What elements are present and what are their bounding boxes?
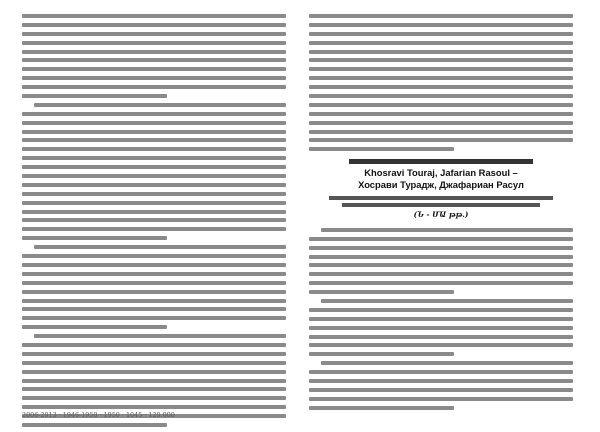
text-line-placeholder [309,255,573,259]
text-line-placeholder [321,299,573,303]
text-line-placeholder [22,165,286,169]
article-subtitle [309,196,573,220]
text-line-placeholder [309,121,573,125]
text-line-placeholder [321,228,573,232]
text-line-placeholder [309,32,573,36]
text-line-placeholder [22,23,286,27]
text-line-placeholder [309,246,573,250]
text-line-placeholder [22,210,286,214]
text-line-placeholder [22,281,286,285]
year-range-1: 2006-2013 [22,411,57,419]
text-line-placeholder [22,379,286,383]
text-line-placeholder [22,387,286,391]
text-line-placeholder [309,14,573,18]
text-line-placeholder [22,50,286,54]
text-line-placeholder [309,272,573,276]
text-line-placeholder [309,370,573,374]
text-line-placeholder [22,396,286,400]
subtitle-line-1 [329,196,553,200]
text-line-placeholder [309,237,573,241]
text-line-placeholder [309,103,573,107]
heading-armenian-line [349,159,534,164]
visible-figures: 2006-2013 · 1946-1950 · 1950 · 1045 · 120.000 [22,411,175,419]
text-line-placeholder [309,138,573,142]
heading-cyrillic: Хосрави Турадж, Джафариан Расул [358,178,524,190]
text-line-placeholder [309,58,573,62]
text-line-placeholder [22,58,286,62]
text-line-placeholder [309,335,573,339]
text-line-placeholder [309,41,573,45]
text-line-placeholder [309,147,454,151]
text-line-placeholder [22,94,167,98]
text-line-placeholder [309,397,573,401]
text-line-placeholder [34,334,286,338]
text-line-placeholder [22,299,286,303]
text-line-placeholder [22,14,286,18]
text-line-placeholder [321,361,573,365]
text-line-placeholder [22,183,286,187]
text-line-placeholder [309,406,454,410]
text-line-placeholder [22,138,286,142]
text-line-placeholder [22,85,286,89]
text-line-placeholder [22,67,286,71]
text-line-placeholder [309,130,573,134]
text-line-placeholder [309,343,573,347]
text-line-placeholder [309,50,573,54]
text-line-placeholder [22,156,286,160]
right-column-top-text [309,14,573,151]
text-line-placeholder [22,130,286,134]
text-line-placeholder [22,218,286,222]
text-line-placeholder [22,272,286,276]
text-line-placeholder [22,41,286,45]
text-line-placeholder [22,370,286,374]
text-line-placeholder [309,85,573,89]
text-line-placeholder [22,174,286,178]
text-line-placeholder [22,112,286,116]
text-line-placeholder [22,147,286,151]
right-column-body-text [309,228,573,410]
year-range-2: 1946-1950 [62,411,98,419]
text-line-placeholder [309,352,454,356]
text-line-placeholder [309,67,573,71]
figure-2: 120.000 [148,411,175,419]
text-line-placeholder [309,290,454,294]
left-column [22,14,286,432]
figure-1: 1045 [125,411,143,419]
subtitle-line-2 [342,203,540,207]
text-line-placeholder [22,290,286,294]
text-line-placeholder [22,325,167,329]
heading-latin: Khosravi Touraj, Jafarian Rasoul – [364,167,518,179]
text-line-placeholder [309,23,573,27]
subtitle-period: (Ն - ՄԱ թթ.) [413,210,469,220]
text-line-placeholder [309,263,573,267]
text-line-placeholder [22,121,286,125]
article-heading [309,159,573,190]
text-line-placeholder [309,379,573,383]
right-column [309,14,573,415]
text-line-placeholder [22,201,286,205]
text-line-placeholder [309,388,573,392]
text-line-placeholder [22,307,286,311]
text-line-placeholder [309,112,573,116]
text-line-placeholder [22,263,286,267]
text-line-placeholder [309,317,573,321]
year-1: 1950 [103,411,120,419]
text-line-placeholder [22,361,286,365]
text-line-placeholder [22,76,286,80]
text-line-placeholder [22,343,286,347]
text-line-placeholder [309,281,573,285]
text-line-placeholder [309,76,573,80]
text-line-placeholder [309,94,573,98]
text-line-placeholder [22,227,286,231]
text-line-placeholder [22,32,286,36]
text-line-placeholder [22,236,167,240]
text-line-placeholder [309,308,573,312]
text-line-placeholder [22,316,286,320]
text-line-placeholder [34,103,286,107]
text-line-placeholder [22,405,286,409]
text-line-placeholder [22,192,286,196]
text-line-placeholder [34,245,286,249]
text-line-placeholder [309,326,573,330]
text-line-placeholder [22,254,286,258]
text-line-placeholder [22,352,286,356]
